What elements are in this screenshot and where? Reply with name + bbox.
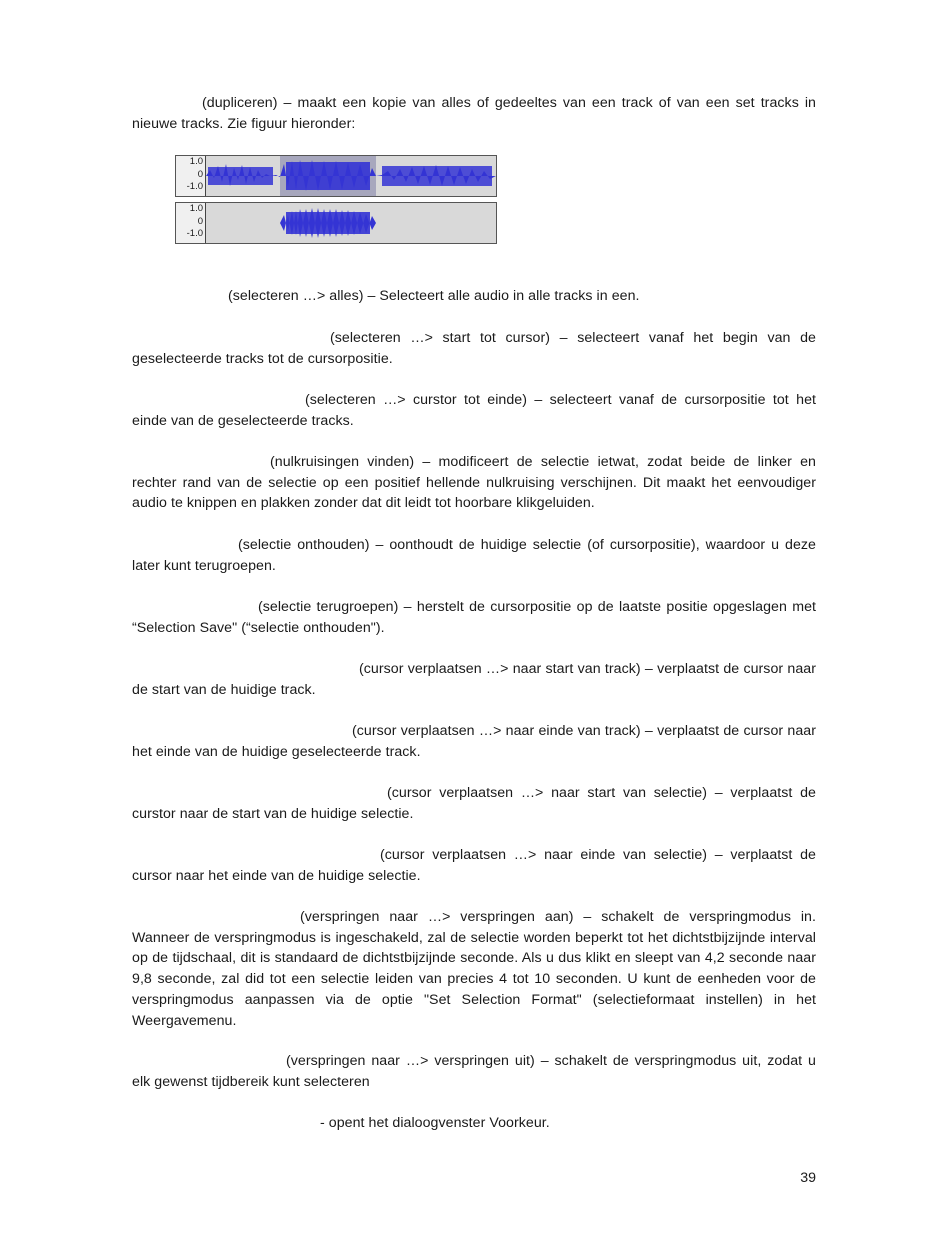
waveform-track-duplicate	[175, 202, 497, 244]
paragraph-cursor-selection-end: (cursor verplaatsen …> naar einde van selectie) – verplaatst de cursor naar het einde van de huidige selectie.	[132, 847, 816, 884]
waveform-track-original	[175, 155, 497, 197]
paragraph-preferences: - opent het dialoogvenster Voorkeur.	[320, 1115, 550, 1131]
paragraph-cursor-track-end: (cursor verplaatsen …> naar einde van track) – verplaatst de cursor naar het einde van de huidige geselecteerde track.	[132, 723, 816, 760]
paragraph-zero-crossings: (nulkruisingen vinden) – modificeert de selectie ietwat, zodat beide de linker en rechter rand van de selectie op een positief hellende nulkruising verschijnen. Dit maakt het eenvoudiger audio te knippen en plakken zonder dat dit leidt tot hoorbare klikgeluiden.	[132, 454, 816, 512]
waveform-duplicate	[206, 203, 496, 243]
paragraph-selection-restore: (selectie terugroepen) – herstelt de cursorpositie op de laatste positie opgeslagen met “Selection Save" (“selectie onthouden").	[132, 599, 816, 636]
paragraph-snap-on: (verspringen naar …> verspringen aan) – schakelt de verspringmodus in. Wanneer de verspringmodus is ingeschakeld, zal de selectie worden beperkt tot het dichtstbijzijnde interval op de tijdschaal, dit is standaard de dichtstbijzijnde seconde. Als u dus klikt en sleept van 4,2 seconde naar 9,8 seconde, zal did tot een selectie leiden van precies 4 tot 10 seconden. U kunt de eenheden voor de verspringmodus aanpassen via de optie "Set Selection Format" (selectieformaat instellen) in het Weergavemenu.	[132, 909, 816, 1029]
amplitude-scale: 1.0 0 -1.0	[176, 203, 206, 243]
page-number: 39	[800, 1170, 816, 1186]
paragraph-dupliceren: (dupliceren) – maakt een kopie van alles of gedeeltes van een track of van een set tracks in nieuwe tracks. Zie figuur hieronder:	[132, 95, 816, 132]
paragraph-select-all: (selecteren …> alles) – Selecteert alle audio in alle tracks in een.	[228, 288, 640, 304]
paragraph-cursor-selection-start: (cursor verplaatsen …> naar start van selectie) – verplaatst de curstor naar de start van de huidige selectie.	[132, 785, 816, 822]
paragraph-snap-off: (verspringen naar …> verspringen uit) – schakelt de verspringmodus uit, zodat u elk gewenst tijdbereik kunt selecteren	[132, 1053, 816, 1090]
paragraph-select-start-to-cursor: (selecteren …> start tot cursor) – selecteert vanaf het begin van de geselecteerde tracks tot de cursorpositie.	[132, 330, 816, 367]
paragraph-select-cursor-to-end: (selecteren …> curstor tot einde) – selecteert vanaf de cursorpositie tot het einde van de geselecteerde tracks.	[132, 392, 816, 429]
paragraph-cursor-track-start: (cursor verplaatsen …> naar start van track) – verplaatst de cursor naar de start van de huidige track.	[132, 661, 816, 698]
amplitude-scale: 1.0 0 -1.0	[176, 156, 206, 196]
paragraph-selection-save: (selectie onthouden) – oonthoudt de huidige selectie (of cursorpositie), waardoor u deze later kunt terugroepen.	[132, 537, 816, 574]
waveform-original	[206, 156, 496, 196]
